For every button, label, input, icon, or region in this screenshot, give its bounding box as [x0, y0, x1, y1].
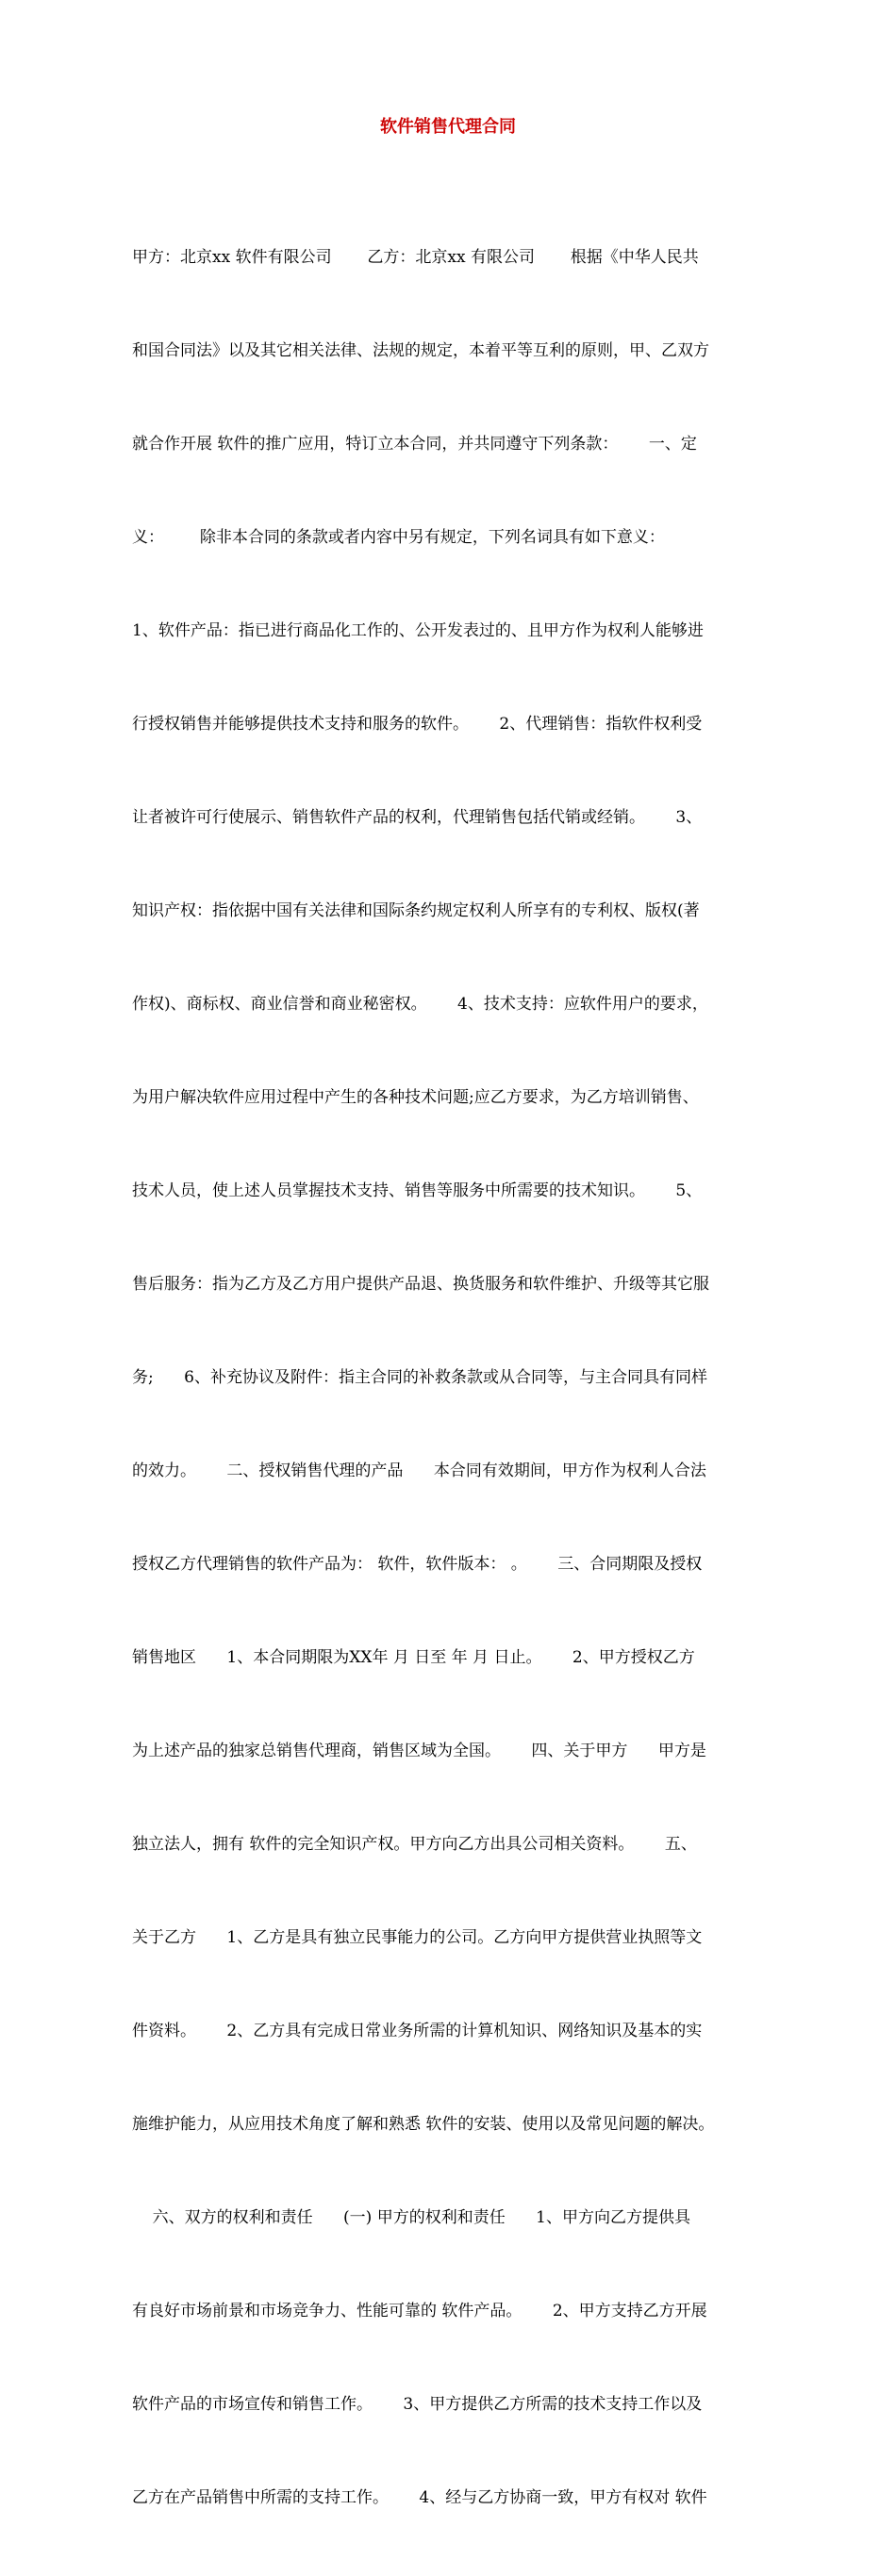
body-line: 的效力。 二、授权销售代理的产品 本合同有效期间，甲方作为权利人合法: [132, 1461, 706, 1480]
body-line: 为上述产品的独家总销售代理商，销售区域为全国。 四、关于甲方 甲方是: [132, 1742, 706, 1760]
body-line: 技术人员，使上述人员掌握技术支持、销售等服务中所需要的技术知识。 5、: [132, 1181, 703, 1200]
body-line: 件资料。 2、乙方具有完成日常业务所需的计算机知识、网络知识及基本的实: [132, 2022, 703, 2040]
body-line: 独立法人，拥有 软件的完全知识产权。甲方向乙方出具公司相关资料。 五、: [132, 1835, 697, 1854]
body-line: 软件产品的市场宣传和销售工作。 3、甲方提供乙方所需的技术支持工作以及: [132, 2395, 703, 2414]
body-line: 行授权销售并能够提供技术支持和服务的软件。 2、代理销售：指软件权利受: [132, 715, 703, 734]
document-title: 软件销售代理合同: [380, 117, 516, 137]
body-line: 务; 6、补充协议及附件：指主合同的补救条款或从合同等，与主合同具有同样: [132, 1368, 707, 1387]
body-line: 义： 除非本合同的条款或者内容中另有规定，下列名词具有如下意义：: [132, 528, 665, 547]
body-line: 售后服务：指为乙方及乙方用户提供产品退、换货服务和软件维护、升级等其它服: [132, 1275, 709, 1294]
body-line: 作权)、商标权、商业信誉和商业秘密权。 4、技术支持：应软件用户的要求，: [132, 995, 708, 1014]
body-line: 知识产权：指依据中国有关法律和国际条约规定权利人所享有的专利权、版权(著: [132, 901, 700, 920]
body-line: 施维护能力，从应用技术角度了解和熟悉 软件的安装、使用以及常见问题的解决。: [132, 2115, 715, 2134]
body-line: 授权乙方代理销售的软件产品为： 软件，软件版本： 。 三、合同期限及授权: [132, 1555, 703, 1574]
body-line: 就合作开展 软件的推广应用，特订立本合同，并共同遵守下列条款： 一、定: [132, 435, 697, 454]
body-line: 关于乙方 1、乙方是具有独立民事能力的公司。乙方向甲方提供营业执照等文: [132, 1928, 703, 1947]
document-body: [132, 180, 783, 2576]
body-line: 销售地区 1、本合同期限为XX年 月 日至 年 月 日止。 2、甲方授权乙方: [132, 1648, 695, 1667]
body-line: 为用户解决软件应用过程中产生的各种技术问题;应乙方要求，为乙方培训销售、: [132, 1088, 699, 1107]
body-line: 甲方：北京xx 软件有限公司 乙方：北京xx 有限公司 根据《中华人民共: [132, 248, 699, 267]
body-line: 和国合同法》以及其它相关法律、法规的规定，本着平等互利的原则，甲、乙双方: [132, 341, 709, 360]
body-line: 有良好市场前景和市场竞争力、性能可靠的 软件产品。 2、甲方支持乙方开展: [132, 2302, 707, 2320]
body-line: 乙方在产品销售中所需的支持工作。 4、经与乙方协商一致，甲方有权对 软件: [132, 2488, 707, 2507]
body-line: 让者被许可行使展示、销售软件产品的权利，代理销售包括代销或经销。 3、: [132, 808, 703, 827]
body-line: 六、双方的权利和责任 (一) 甲方的权利和责任 1、甲方向乙方提供具: [132, 2208, 690, 2227]
body-line: 1、软件产品：指已进行商品化工作的、公开发表过的、且甲方作为权利人能够进: [132, 621, 704, 640]
